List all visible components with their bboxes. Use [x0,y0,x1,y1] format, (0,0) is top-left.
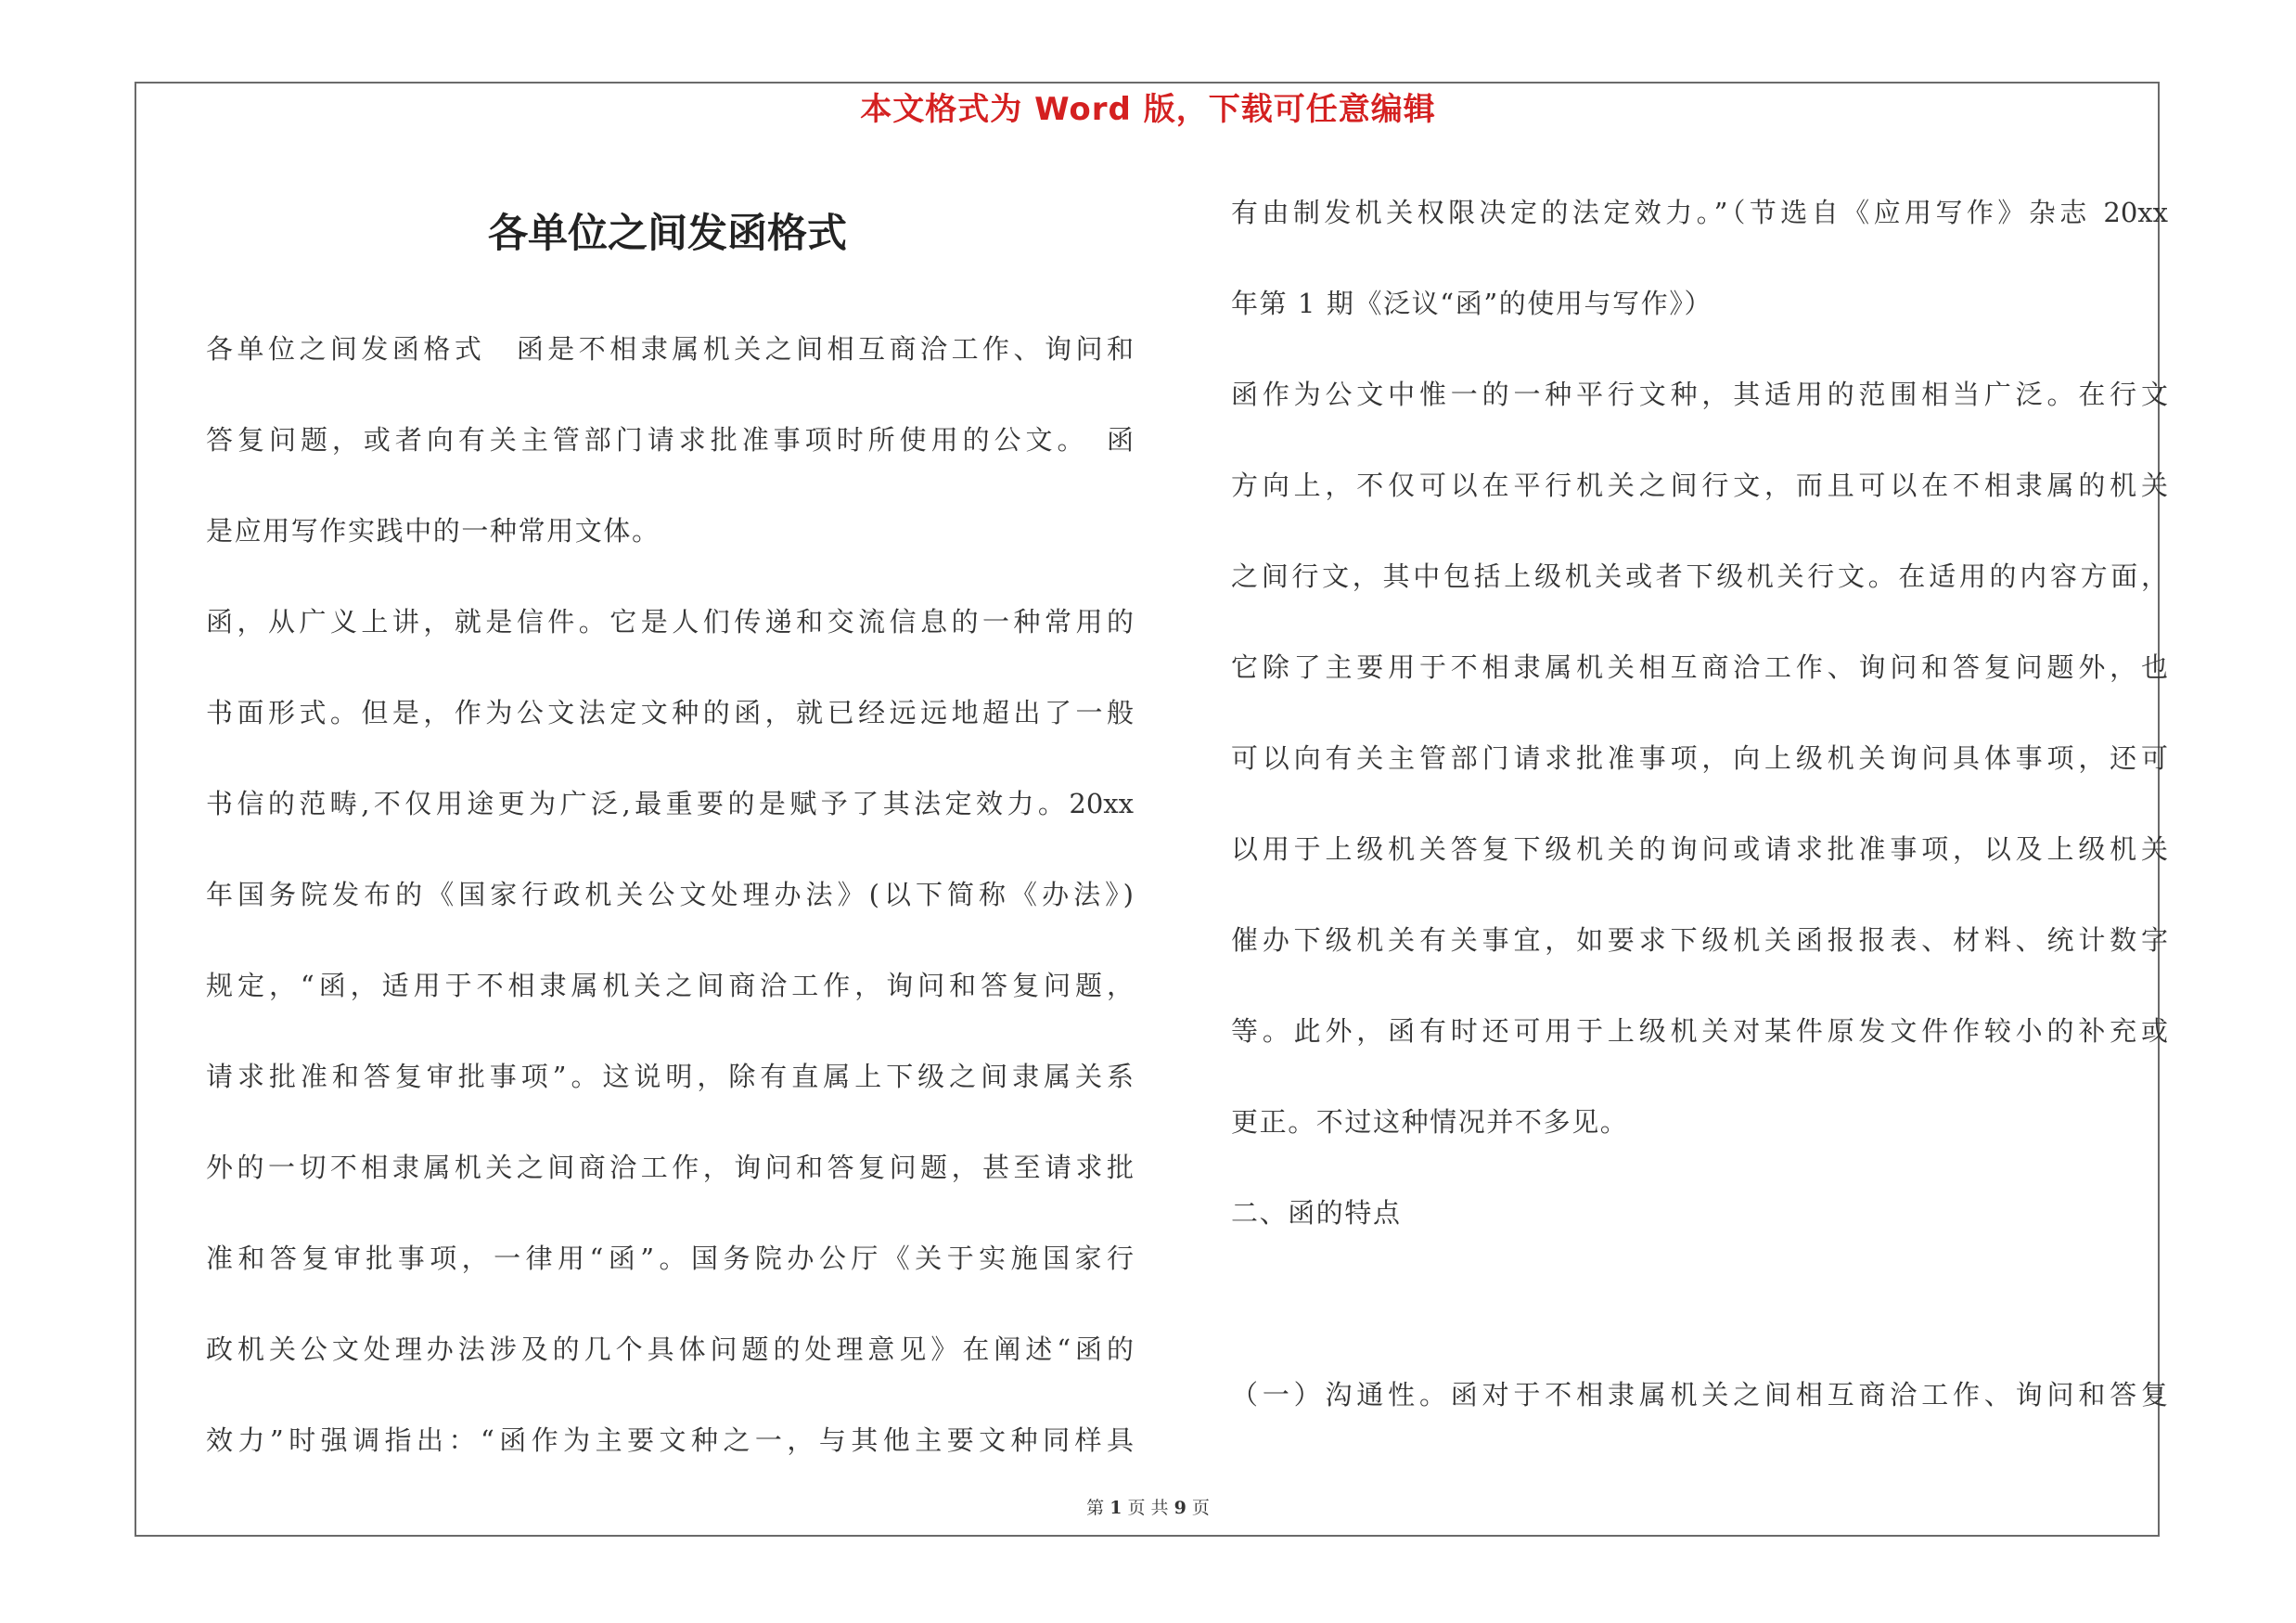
left-text-column [206,303,1134,1486]
section-heading: 二、函的特点 [1231,1197,1402,1229]
text-line: 外的一切不相隶属机关之间商洽工作，询问和答复问题，甚至请求批 [206,1152,1134,1183]
text-line: 年国务院发布的《国家行政机关公文处理办法》(以下简称《办法》) [206,879,1134,910]
text-line: 书信的范畴,不仅用途更为广泛,最重要的是赋予了其法定效力。20xx [206,788,1134,819]
blank-line [1231,1258,2168,1349]
text-line: 效力”时强调指出：“函作为主要文种之一，与其他主要文种同样具 [206,1424,1134,1456]
text-line: 催办下级机关有关事宜，如要求下级机关函报报表、材料、统计数字 [1231,924,2168,956]
footer-suffix: 页 [1191,1498,1210,1518]
total-page-count: 9 [1174,1498,1186,1518]
text-line: 之间行文，其中包括上级机关或者下级机关行文。在适用的内容方面， [1231,560,2168,592]
text-line: 函，从广义上讲，就是信件。它是人们传递和交流信息的一种常用的 [206,606,1134,638]
text-line: 各单位之间发函格式 函是不相隶属机关之间相互商洽工作、询问和 [206,333,1134,365]
text-line: 它除了主要用于不相隶属机关相互商洽工作、询问和答复问题外，也 [1231,651,2168,683]
text-line: 函作为公文中惟一的一种平行文种，其适用的范围相当广泛。在行文 [1231,379,2168,410]
text-line: 准和答复审批事项，一律用“函”。国务院办公厅《关于实施国家行 [206,1243,1134,1274]
word-format-banner: 本文格式为 Word 版，下载可任意编辑 [860,91,1436,128]
current-page-number: 1 [1110,1498,1122,1518]
text-line: 年第 1 期《泛议“函”的使用与写作》） [1231,288,1713,319]
text-line: 规定，“函，适用于不相隶属机关之间商洽工作，询问和答复问题， [206,970,1134,1001]
text-line: 答复问题，或者向有关主管部门请求批准事项时所使用的公文。 函 [206,424,1134,456]
text-line: （一）沟通性。函对于不相隶属机关之间相互商洽工作、询问和答复 [1231,1379,2168,1410]
document-title: 各单位之间发函格式 [488,211,847,257]
text-line: 请求批准和答复审批事项”。这说明，除有直属上下级之间隶属关系 [206,1061,1134,1092]
page-number-footer [0,1496,2296,1520]
text-line: 是应用写作实践中的一种常用文体。 [206,515,661,547]
text-line: 可以向有关主管部门请求批准事项，向上级机关询问具体事项，还可 [1231,742,2168,774]
text-line: 以用于上级机关答复下级机关的询问或请求批准事项，以及上级机关 [1231,833,2168,865]
text-line: 书面形式。但是，作为公文法定文种的函，就已经远远地超出了一般 [206,697,1134,728]
right-text-column [1231,167,2168,1440]
footer-middle: 页 共 [1127,1498,1169,1518]
text-line: 等。此外，函有时还可用于上级机关对某件原发文件作较小的补充或 [1231,1015,2168,1047]
text-line: 有由制发机关权限决定的法定效力。”（节选自《应用写作》杂志 20xx [1231,197,2168,228]
footer-prefix: 第 [1086,1498,1105,1518]
text-line: 政机关公文处理办法涉及的几个具体问题的处理意见》在阐述“函的 [206,1333,1134,1365]
text-line: 更正。不过这种情况并不多见。 [1231,1106,1629,1138]
text-line: 方向上，不仅可以在平行机关之间行文，而且可以在不相隶属的机关 [1231,470,2168,501]
